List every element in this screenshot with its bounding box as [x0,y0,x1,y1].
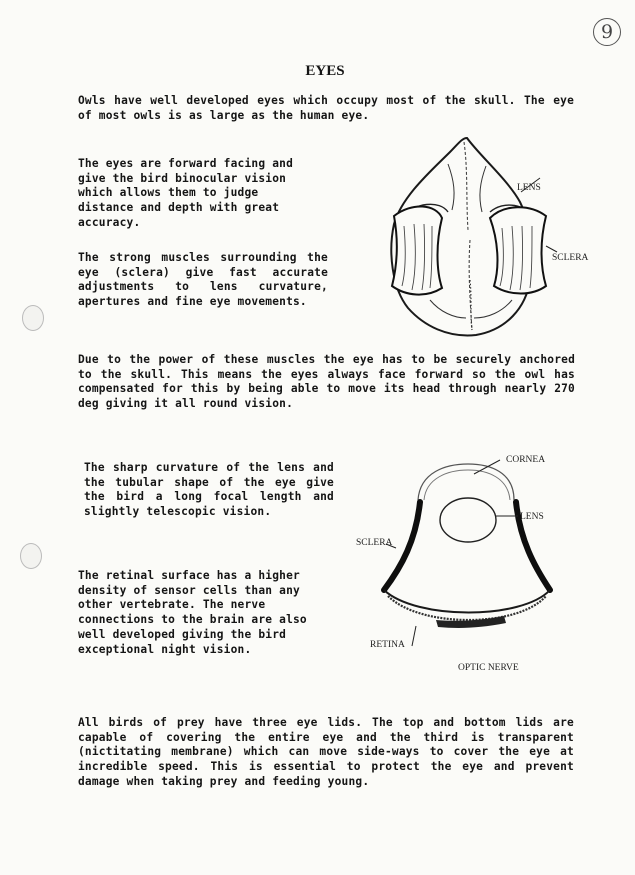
lens-shape [440,498,496,542]
left-eye-sclera [392,206,442,294]
page-number: 9 [593,18,621,46]
eye-lens-label: LENS [520,512,544,522]
optic-nerve [436,616,506,628]
eye-sclera-label: SCLERA [356,538,393,548]
anchored-paragraph: Due to the power of these muscles the eye has to be securely anchored to the skull. This means the eyes always face forward so the owl has compensated for this by being able to move its head through nearly 270 deg giving it all round vision. [78,353,575,411]
eye-cross-section-diagram [350,450,580,675]
retina-paragraph: The retinal surface has a higher density of sensor cells than any other vertebrate. The nerve connections to the brain are also well developed giving the bird exceptional night vision. [78,569,307,656]
retina-layer [388,596,546,620]
eyelids-paragraph: All birds of prey have three eye lids. The top and bottom lids are capable of covering the entire eye and the third is transparent (nictitating membrane) which can move side-ways to cover the eye at incredible speed. This is essential to protect the eye and prevent damage when taking prey and feeding young. [78,716,574,788]
lens-curvature-paragraph: The sharp curvature of the lens and the tubular shape of the eye give the bird a long focal length and slightly telescopic vision. [84,461,334,519]
eye-cornea-label: CORNEA [506,455,546,465]
punch-hole-mark [22,305,44,331]
page-title: EYES [305,63,345,79]
eye-optic-nerve-label: OPTIC NERVE [458,663,519,673]
skull-sclera-label: SCLERA [552,253,589,263]
intro-paragraph: Owls have well developed eyes which occupy most of the skull. The eye of most owls is as large as the human eye. [78,94,574,122]
punch-hole-mark [20,543,42,569]
eye-retina-label: RETINA [370,640,405,650]
skull-lens-label: LENS [517,183,541,193]
forward-facing-paragraph: The eyes are forward facing and give the bird binocular vision which allows them to judge distance and depth with great accuracy. [78,157,293,229]
right-eye-sclera [490,207,546,293]
owl-skull-diagram [370,130,600,345]
muscles-paragraph: The strong muscles surrounding the eye (sclera) give fast accurate adjustments to lens curvature, apertures and fine eye movements. [78,251,328,309]
